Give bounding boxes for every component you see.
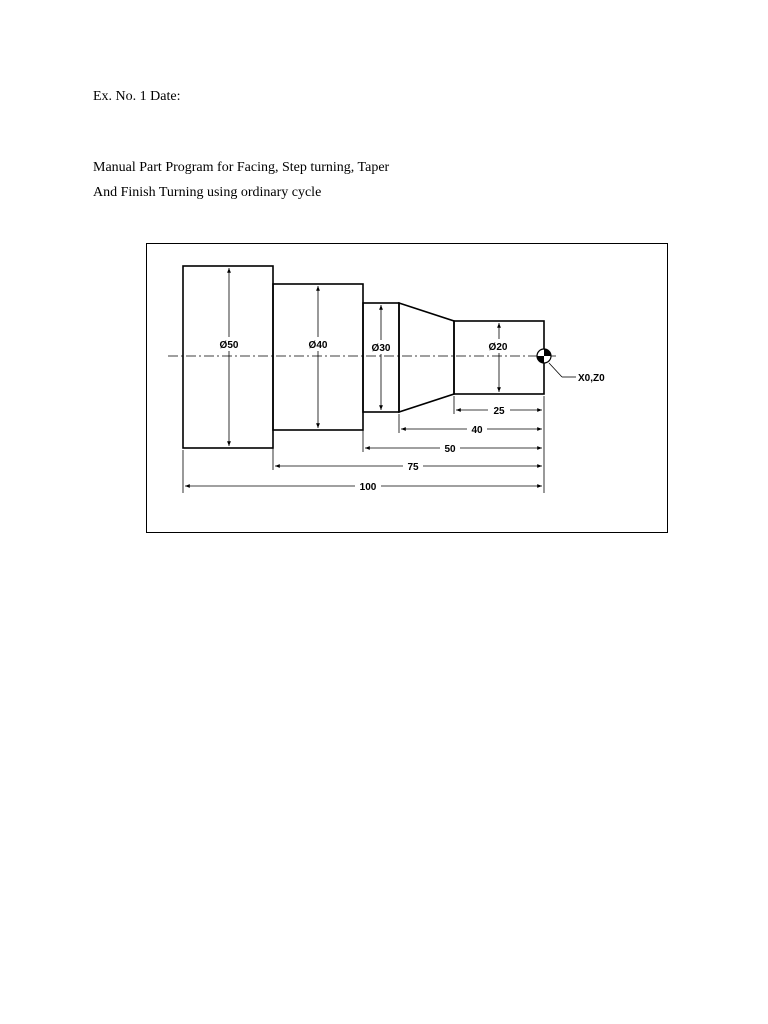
origin-label: X0,Z0 <box>578 373 605 384</box>
step-d50 <box>183 266 273 448</box>
label-50: 50 <box>444 444 456 455</box>
label-25: 25 <box>493 406 505 417</box>
label-d40: Ø40 <box>308 340 328 351</box>
page-title-line-2: And Finish Turning using ordinary cycle <box>93 185 322 200</box>
label-40: 40 <box>471 425 483 436</box>
exercise-number-date: Ex. No. 1 Date: <box>93 89 181 104</box>
label-d50: Ø50 <box>219 340 239 351</box>
label-d30: Ø30 <box>371 343 391 354</box>
origin-marker <box>537 349 576 377</box>
taper-section <box>399 303 454 412</box>
label-100: 100 <box>359 482 377 493</box>
page-title-line-1: Manual Part Program for Facing, Step turning, Taper <box>93 160 390 175</box>
part-outline <box>183 266 544 448</box>
label-d20: Ø20 <box>488 342 508 353</box>
label-75: 75 <box>407 462 419 473</box>
turned-part-drawing <box>146 243 668 533</box>
drawing-frame <box>147 244 668 533</box>
